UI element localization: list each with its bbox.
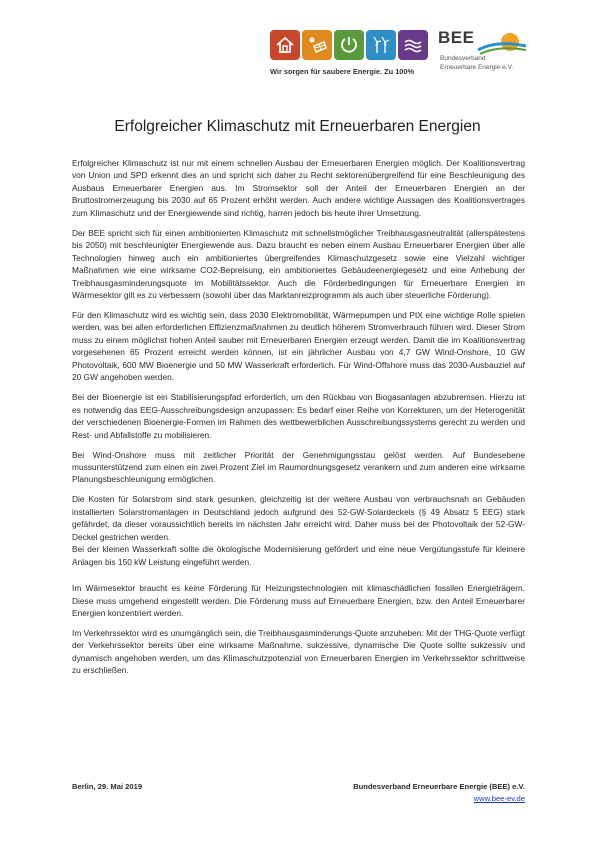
org-line2: Erneuerbare Energie e.V. [440,64,514,71]
document-body [72,157,525,684]
paragraph: Für den Klimaschutz wird es wichtig sein, dass 2030 Elektromobilität, Wärmepumpen und PtX eine wichtige Rolle spielen werden, was bei allen erforderlichen Effizienzmaßnahmen zu deutlich höherem Stromverbrauch führen wird. Dieser Strom muss zu einem möglichst hohen Anteil sauber mit Erneuerbaren Energien erzeugt werden. Damit die im Koalitionsvertrag vorgesehenen 65 Prozent erreicht werden können, ist ein jährlicher Ausbau von 4,7 GW Wind-Onshore, 10 GW Photovoltaik, 600 MW Bioenergie und 50 MW Wasserkraft erforderlich. Für Wind-Offshore muss das 2030-Ausbauziel auf 20 GW angehoben werden. [72,309,525,383]
paragraph: Bei der kleinen Wasserkraft sollte die ökologische Modernisierung gefördert und eine neue Vergütungsstufe für kleinere Anlagen bis 150 kW Leistung eingeführt werden. [72,544,525,567]
org-short-name: BEE [438,28,475,47]
paragraph: Bei der Bioenergie ist ein Stabilisierungspfad erforderlich, um den Rückbau von Biogasanlagen abzubremsen. Hierzu ist es notwendig das EEG-Ausschreibungsdesign anzupassen: Es bedarf einer Reihe von Korrekturen, um der Heterogenität der verschiedenen Bioenergie-Formen im Rahmen des wettbewerblichen Ausschreibungssystems gerecht zu werden und Rest- und Abfallstoffe zu mobilisieren. [72,392,525,440]
water-icon [398,30,428,60]
document-title: Erfolgreicher Klimaschutz mit Erneuerbaren Energien [114,118,481,135]
footer-website-link[interactable]: www.bee-ev.de [473,794,525,803]
paragraph: Erfolgreicher Klimaschutz ist nur mit einem schnellen Ausbau der Erneuerbaren Energien möglich. Der Koalitionsvertrag von Union und SPD erkennt dies an und spricht sich daher zu Recht sektorenübergreifend für eine Beschleunigung des Ausbaus Erneuerbarer Energien aus. Im Stromsektor soll der Anteil der Erneuerbaren Energien an der Bruttostromerzeugung bis 2030 auf 65 Prozent erhöht werden. Auch andere wichtige Aussagen des Koalitionsvertrages zum Klimaschutz und der Energiewende sind richtig, harren jedoch bis heute ihrer Umsetzung. [72,158,525,218]
house-icon [270,30,300,60]
paragraph: Bei Wind-Onshore muss mit zeitlicher Priorität der Genehmigungsstau gelöst werden. Auf Bundesebene mussunterstützend zum einen ein zwei Prozent Ziel im Raumordnungsgesetz verankern und zum anderen eine wirksame Planungsbeschleunigung ermöglichen. [72,449,525,485]
paragraph: Der BEE spricht sich für einen ambitionierten Klimaschutz mit schnellstmöglicher Treibhausgasneutralität (allerspätestens bis 2050) mit beschleunigter Energiewende aus. Dazu braucht es neben einem Ausbau Erneuerbarer Energien über alle Technologien hinweg auch ein ambitioniertes übergreifendes Klimaschutzgesetz sowie eine Vielzahl wichtiger Maßnahmen wie eine wirksame CO2-Bepreisung, ein ambitioniertes Gebäudeenergiegesetz und eine Anhebung der Treibhausgasminderungsquote im Mobilitätssektor. Auch die Förderbedingungen für Erneuerbare Energien im Wärmesektor gilt es zu verbessern (sowohl über das Marktanreizprogramm als auch über steuerliche Förderung). [72,227,525,301]
org-line1: Bundesverband [440,55,486,62]
logo-tiles [270,30,428,60]
sun-swoosh-icon [476,32,528,56]
paragraph: Die Kosten für Solarstrom sind stark gesunken, gleichzeitig ist der weitere Ausbau von verbrauchsnah an Gebäuden installierten Solarstromanlagen in Deutschland jedoch aufgrund des 52-GW-Solardeckels (§ 49 Absatz 5 EEG) stark gefährdet, da dieser voraussichtlich bereits im nächsten Jahr erreicht wird. Daher muss bei der Photovoltaik der 52-GW-Deckel gestrichen werden. [72,494,525,542]
plug-icon [334,30,364,60]
wind-turbine-icon [366,30,396,60]
paragraph: Im Verkehrssektor wird es unumgänglich sein, die Treibhausgasminderungs-Quote anzuheben: Mit der THG-Quote verfügt der Verkehrssektor bereits über eine wirksame Maßnahme. sukzessive, dynamische Die Quote sollte sukzessiv und dynamisch angehoben werden, um das Klimaschutzpotenzial von Erneuerbaren Energien im Verkehrssektor schrittweise zu erschließen. [72,627,525,676]
slogan: Wir sorgen für saubere Energie. Zu 100% [270,67,415,76]
bee-logo [270,30,525,80]
footer-organization: Bundesverband Erneuerbare Energie (BEE) e.V. [353,782,525,791]
solar-panel-icon [302,30,332,60]
paragraph: Im Wärmesektor braucht es keine Förderung für Heizungstechnologien mit klimaschädlichen fossilen Energieträgern. Diese muss umgehend eingestellt werden. Die Förderung muss auf Erneuerbare Energien, bzw. den Anteil Erneuerbarer Energien konzentriert werden. [72,583,525,618]
bee-wordmark [438,28,528,71]
footer-place-date: Berlin, 29. Mai 2019 [72,782,143,791]
